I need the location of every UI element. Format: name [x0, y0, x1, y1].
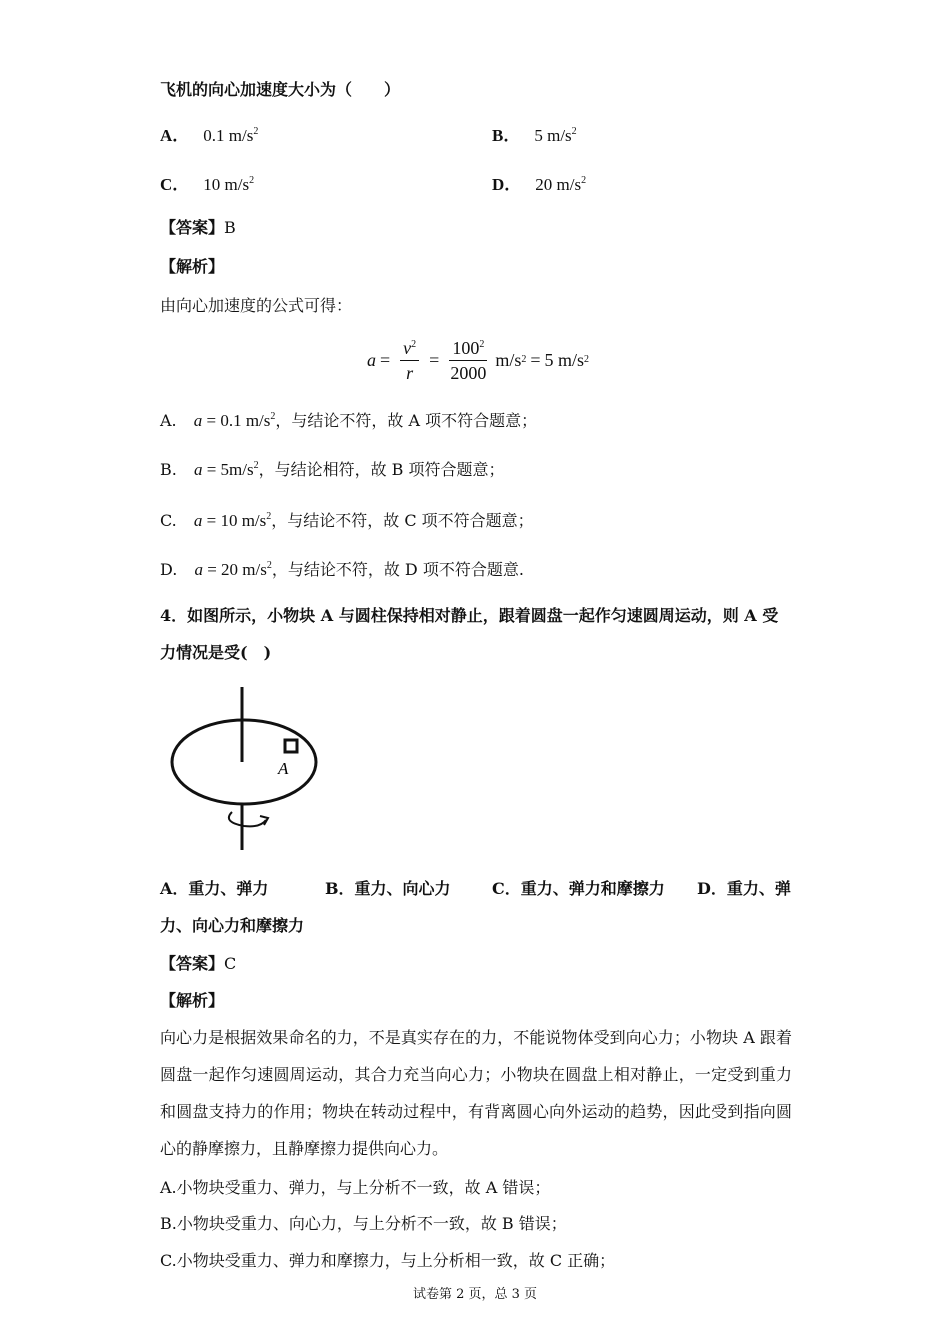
q3-analysis-intro: 由向心加速度的公式可得：: [160, 296, 353, 315]
q4-option-b: B．重力、向心力: [325, 879, 451, 898]
q4-stem-line1: 4．如图所示，小物块 A 与圆柱保持相对静止，跟着圆盘一起作匀速圆周运动，则 A 受: [160, 606, 779, 625]
q3-analysis-b: B. $a = 5m/s^2$，与结论相符，故 B 项符合题意；: [160, 460, 505, 479]
q4-option-a: A．重力、弹力: [160, 879, 269, 898]
q4-analysis-c: C.小物块受重力、弹力和摩擦力，与上分析相一致，故 C 正确；: [160, 1251, 616, 1270]
q3-answer: 【答案】B: [160, 218, 236, 237]
q3-option-c: C． 10 $m/s^2$: [160, 175, 255, 194]
q4-analysis-b: B.小物块受重力、向心力，与上分析不一致，故 B 错误；: [160, 1214, 567, 1233]
q3-option-a: A． 0.1 $m/s^2$: [160, 126, 259, 145]
block-a-label: A: [278, 759, 289, 778]
q3-option-d: D． 20 $m/s^2$: [492, 175, 587, 194]
q3-analysis-d: D. a = 20 $m/s^2$，与结论不符，故 D 项不符合题意.: [160, 560, 524, 579]
q4-stem-line2: 力情况是受( ): [160, 643, 272, 662]
q3-analysis-label: 【解析】: [160, 257, 225, 276]
q4-analysis-label: 【解析】: [160, 991, 225, 1010]
q4-answer: 【答案】C: [160, 954, 237, 973]
rotation-arrow: [229, 812, 266, 826]
q3-stem: 飞机的向心加速度大小为（ ）: [160, 80, 401, 99]
q4-analysis-paragraph: 向心力是根据效果命名的力，不是真实存在的力，不能说物体受到向心力；小物块 A 跟着圆盘一起作匀速圆周运动，其合力充当向心力；小物块在圆盘上相对静止，一定受到重力和圆盘支持力的作用；物块在转动过程中，有背离圆心向外运动的趋势，因此受到指向圆心的静摩擦力，且静摩擦力提供向心力。: [160, 1028, 792, 1158]
q3-analysis-c: C. a = 10 $m/s^2$，与结论不符，故 C 项不符合题意；: [160, 511, 534, 530]
q4-option-d-cont: 力、向心力和摩擦力: [160, 916, 305, 935]
q4-option-c: C．重力、弹力和摩擦力: [492, 879, 665, 898]
q3-analysis-a: A. a = 0.1 $m/s^2$，与结论不符，故 A 项不符合题意；: [160, 411, 538, 430]
page-footer: 试卷第 2 页，总 3 页: [412, 1287, 538, 1302]
q4-analysis-a: A.小物块受重力、弹力，与上分析不一致，故 A 错误；: [160, 1178, 551, 1197]
q3-formula: a = $\frac{v^2}{r}$ = $\frac{100^2}{2000}$ m/s 2 = 5 m/s 2: [367, 337, 589, 383]
q3-option-b: B． 5 $m/s^2$: [492, 126, 577, 145]
block-a: [285, 740, 297, 752]
rotating-disc-figure: [160, 682, 330, 852]
disc-ellipse: [172, 720, 316, 804]
q4-option-d: D．重力、弹: [697, 879, 791, 898]
